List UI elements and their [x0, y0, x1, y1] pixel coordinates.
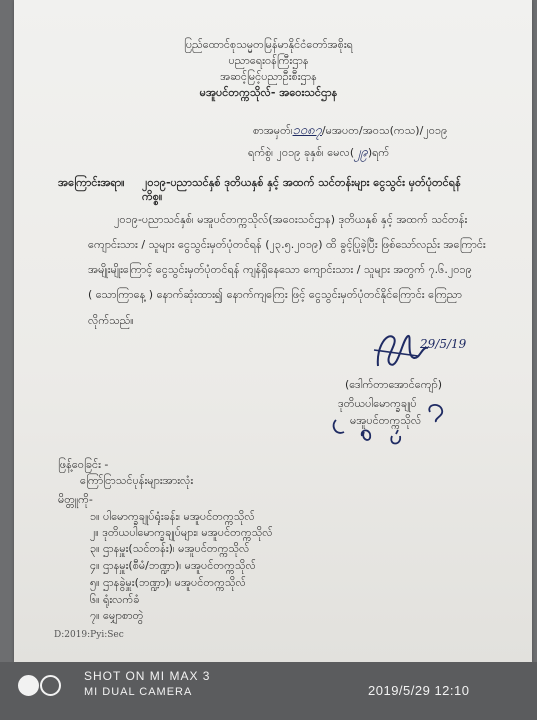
copy-list-item: ၇။ မျှောစာတွဲ — [90, 609, 144, 622]
letter-date-suffix: )ရက် — [367, 146, 390, 159]
copy-list-item: ၆။ ရုံးလက်ခံ — [90, 593, 140, 606]
header-government: ပြည်ထောင်စုသမ္မတမြန်မာနိုင်ငံတော်အစိုးရ — [184, 38, 353, 51]
copy-list-item: ၅။ ဌာနခွဲမှူး(ဘဏ္ဍာ)၊ မအူပင်တက္ကသိုလ် — [90, 576, 246, 589]
subject-label: အကြောင်းအရာ။ — [58, 176, 125, 189]
letter-date-prefix: ရက်စွဲ၊ ၂၀၁၉ ခုနှစ်၊ မေလ( — [248, 146, 355, 159]
letter-number — [253, 124, 447, 137]
document-code: D:2019:Pyi:Sec — [54, 630, 124, 640]
copy-to-label: မိတ္တူကို- — [58, 493, 93, 506]
camera-model-watermark: SHOT ON MI MAX 3 — [84, 669, 211, 683]
header-department: အဆင့်မြင့်ပညာဦးစီးဌာန — [220, 70, 317, 83]
letter-number-label: စာအမှတ်၊ — [253, 124, 293, 137]
subject-text-line2: ကိစ္စ။ — [142, 190, 163, 203]
body-line: ၂၀၁၉-ပညာသင်နှစ်၊ မအူပင်တက္ကသိုလ်(အဝေးသင်ဌာန) ဒုတိယနှစ် နှင့် အထက် သင်တန်း — [114, 213, 468, 226]
body-line: အမျိုးမျိုးကြောင့် ငွေသွင်းမှတ်ပုံတင်ရန် ကျန်ရှိနေသော ကျောင်းသား / သူများ အတွက် ၇.၆.၂၀၁၉ — [88, 263, 472, 276]
letter-number-handwritten: ၁၀၈၇ — [292, 123, 322, 138]
copy-list-item: ၃။ ဌာနမှူး(သင်တန်း)၊ မအူပင်တက္ကသိုလ် — [90, 542, 250, 555]
signature-handwritten-marks — [330, 392, 470, 450]
camera-logo-filled-circle-icon — [18, 675, 39, 696]
photo-timestamp: 2019/5/29 12:10 — [368, 683, 470, 698]
copy-list-item: ၁။ ပါမောက္ခချုပ်ရုံးခန်း၊ မအူပင်တက္ကသိုလ် — [90, 510, 255, 523]
letter-date-handwritten: ၂၉ — [354, 145, 368, 160]
copy-list-item: ၂။ ဒုတိယပါမောက္ခချုပ်များ၊ မအူပင်တက္ကသိုလ် — [90, 526, 273, 539]
subject-text-line1: ၂၀၁၉-ပညာသင်နှစ် ဒုတိယနှစ် နှင့် အထက် သင်တန်းများ ငွေသွင်း မှတ်ပုံတင်ရန် — [142, 176, 461, 189]
body-line: ( သောကြာနေ့ ) နောက်ဆုံးထား၍ နောက်ကျကြေး ဖြင့် ငွေသွင်းမှတ်ပုံတင်နိုင်ကြောင်း ကြေညာ — [88, 288, 463, 301]
signatory-organization: မအူပင်တက္ကသိုလ် — [350, 414, 422, 427]
header-university: မအူပင်တက္ကသိုလ်- အဝေးသင်ဌာန — [199, 86, 338, 99]
body-line: လိုက်သည်။ — [88, 314, 134, 327]
distribution-label: ဖြန့်ဝေခြင်း - — [58, 458, 109, 471]
camera-type-watermark: MI DUAL CAMERA — [84, 686, 193, 698]
signature-scribble — [368, 326, 448, 376]
copy-list-item: ၄။ ဌာနမှူး(စီမံ/ဘဏ္ဍာ)၊ မအူပင်တက္ကသိုလ် — [90, 559, 256, 572]
signatory-name: (ဒေါက်တာအောင်ကျော်) — [345, 378, 443, 391]
signature-date-handwritten: 29/5/19 — [420, 337, 467, 351]
signatory-title: ဒုတိယပါမောက္ခချုပ် — [338, 397, 417, 410]
camera-logo-ring-icon — [40, 675, 61, 696]
letter-number-rest: /မအပတ/အဝသ(ကသ)/၂၀၁၉ — [321, 124, 448, 137]
letter-date — [248, 146, 389, 159]
header-ministry: ပညာရေးဝန်ကြီးဌာန — [228, 54, 309, 67]
distribution-recipient: ကြော်ငြာသင်ပုန်းများအားလုံး — [80, 474, 194, 487]
body-line: ကျောင်းသား / သူများ ငွေသွင်းမှတ်ပုံတင်ရန် (၂၃.၅.၂၀၁၉) ထိ ခွင့်ပြုခဲ့ပြီး ဖြစ်သော်လည်း အကြောင်း — [88, 238, 486, 251]
